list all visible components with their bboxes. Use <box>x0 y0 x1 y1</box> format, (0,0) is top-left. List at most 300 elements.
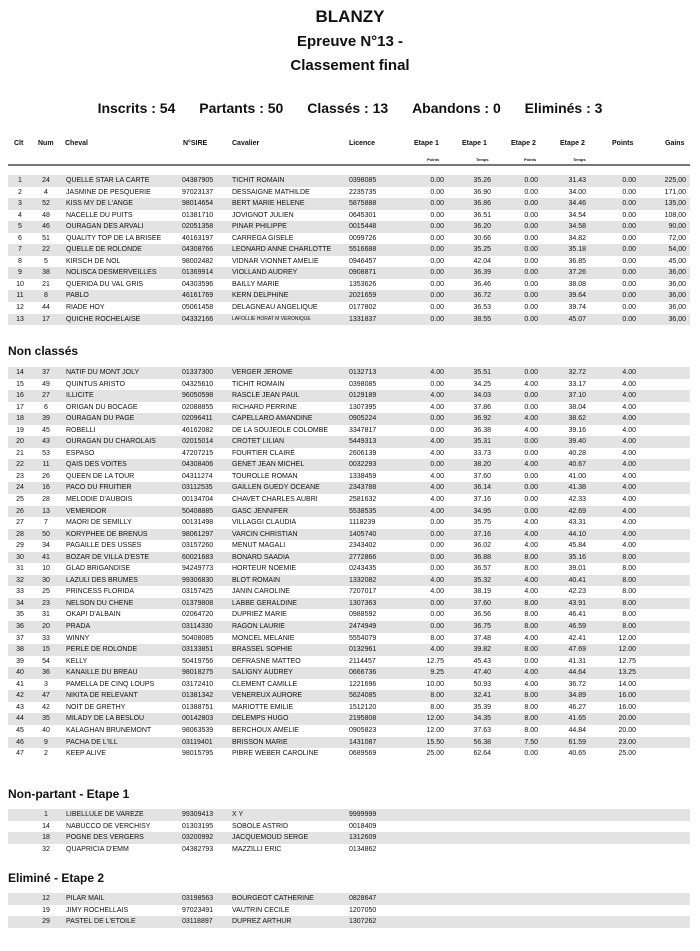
cell-cheval: BOZAR DE VILLA D'ESTE <box>66 553 150 561</box>
cell-clt: 14 <box>16 369 24 376</box>
cell-etape1-points: 4.00 <box>430 369 444 376</box>
table-row <box>8 529 690 541</box>
cell-etape2-points: 0.00 <box>524 315 538 323</box>
cell-etape2-points: 0.00 <box>524 177 538 184</box>
cell-etape1-temps: 62.64 <box>473 750 491 758</box>
cell-etape2-temps: 42.23 <box>568 588 586 596</box>
cell-num: 36 <box>42 669 50 677</box>
cell-etape2-temps: 45.07 <box>568 315 586 323</box>
cell-etape2-points: 0.00 <box>524 257 538 265</box>
cell-etape1-points: 0.00 <box>430 177 444 184</box>
cell-sire: 04308406 <box>182 461 214 469</box>
table-row <box>8 552 690 564</box>
cell-etape1-points: 0.00 <box>430 599 444 607</box>
cell-num: 51 <box>42 234 50 242</box>
classement-subtitle: Classement final <box>290 57 410 74</box>
table-row <box>8 471 690 483</box>
cell-etape1-temps: 35.75 <box>473 519 491 527</box>
cell-etape2-temps: 34.58 <box>568 223 586 231</box>
cell-num: 23 <box>42 599 50 607</box>
cell-gains: 36,00 <box>668 304 686 312</box>
cell-etape2-temps: 45.84 <box>568 542 586 550</box>
cell-sire: 00134704 <box>182 496 214 504</box>
table-row <box>8 832 690 844</box>
cell-points: 8.00 <box>622 611 636 619</box>
cell-cheval: PAGAILLE DES USSES <box>66 542 142 550</box>
cell-points: 0.00 <box>622 292 636 300</box>
cell-sire: 50408085 <box>182 634 214 642</box>
cell-cheval: VEMERDOR <box>66 507 107 515</box>
cell-points: 25.00 <box>618 750 636 758</box>
cell-licence: 0398085 <box>349 177 377 184</box>
cell-sire: 02088855 <box>182 403 214 411</box>
cell-points: 4.00 <box>622 530 636 538</box>
cell-etape1-points: 0.00 <box>430 211 444 219</box>
cell-etape2-points: 8.00 <box>524 623 538 631</box>
cell-etape2-temps: 38.04 <box>568 403 586 411</box>
sub-etape1-points: Points <box>427 157 440 162</box>
cell-cavalier: CAPELLARO AMANDINE <box>232 415 313 423</box>
cell-points: 0.00 <box>622 234 636 242</box>
cell-sire: 46163197 <box>182 234 214 242</box>
cell-cavalier: MENUT MAGALI <box>232 542 286 550</box>
cell-etape2-temps: 41.00 <box>568 472 586 480</box>
cell-clt: 30 <box>16 553 24 561</box>
cell-cheval: ESPASO <box>66 449 95 457</box>
cell-points: 0.00 <box>622 315 636 323</box>
cell-cheval: ROBELLI <box>66 426 96 434</box>
cell-etape1-temps: 36.02 <box>473 542 491 550</box>
cell-etape2-points: 4.00 <box>524 669 538 677</box>
cell-etape1-temps: 35.31 <box>473 438 491 446</box>
cell-cheval: NACELLE DU PUITS <box>66 211 133 219</box>
cell-etape2-points: 4.00 <box>524 576 538 584</box>
cell-sire: 99309413 <box>182 811 214 818</box>
cell-sire: 04311274 <box>182 472 213 480</box>
cell-etape1-points: 25.00 <box>426 750 444 758</box>
cell-etape2-points: 4.00 <box>524 519 538 527</box>
cell-licence: 1353626 <box>349 280 377 288</box>
cell-etape2-points: 0.00 <box>524 403 538 411</box>
cell-cheval: ILLICITE <box>66 392 94 400</box>
cell-etape1-points: 0.00 <box>430 257 444 265</box>
cell-cavalier: MONCEL MELANIE <box>232 634 295 642</box>
cell-num: 30 <box>42 576 50 584</box>
cell-points: 0.00 <box>622 280 636 288</box>
non-partant-table <box>8 809 690 855</box>
cell-gains: 36,00 <box>668 292 686 300</box>
cell-etape2-points: 0.00 <box>524 234 538 242</box>
cell-cheval: KISS MY DE L'ANGE <box>66 200 133 208</box>
cell-points: 4.00 <box>622 380 636 388</box>
cell-clt: 13 <box>16 315 24 323</box>
cell-cavalier: GAILLEN GUEDY OCEANE <box>232 484 320 492</box>
cell-etape2-temps: 31.43 <box>568 177 586 184</box>
cell-etape1-points: 0.00 <box>430 315 444 323</box>
cell-etape1-points: 4.00 <box>430 438 444 446</box>
cell-cheval: ORIGAN DU BOCAGE <box>66 403 138 411</box>
cell-licence: 5624085 <box>349 692 377 700</box>
cell-etape1-points: 0.00 <box>430 223 444 231</box>
cell-cheval: KELLY <box>66 657 88 665</box>
cell-etape1-points: 4.00 <box>430 576 444 584</box>
sub-etape2-points: Points <box>524 157 537 162</box>
cell-etape1-temps: 35.32 <box>473 576 491 584</box>
cell-etape1-temps: 36.38 <box>473 426 491 434</box>
cell-etape2-points: 8.00 <box>524 646 538 654</box>
cell-num: 25 <box>42 588 50 596</box>
cell-sire: 04308766 <box>182 246 214 254</box>
cell-etape2-points: 0.00 <box>524 223 538 231</box>
cell-etape1-temps: 36.56 <box>473 611 491 619</box>
cell-points: 16.00 <box>618 692 636 700</box>
cell-num: 41 <box>42 553 50 561</box>
cell-licence: 2343788 <box>349 484 377 492</box>
table-row <box>8 256 690 268</box>
cell-num: 39 <box>42 415 50 423</box>
cell-num: 29 <box>42 918 50 926</box>
cell-licence: 1431087 <box>349 738 377 746</box>
table-row <box>8 367 690 379</box>
cell-cheval: RIADE HOY <box>66 304 105 312</box>
cell-cavalier: JANIN CAROLINE <box>232 588 290 596</box>
cell-points: 0.00 <box>622 304 636 312</box>
cell-cheval: MELODIE D'AUBOIS <box>66 496 133 504</box>
col-num: Num <box>38 140 54 147</box>
cell-clt: 46 <box>16 738 24 746</box>
cell-clt: 7 <box>18 246 22 254</box>
cell-points: 13.25 <box>618 669 636 677</box>
cell-points: 4.00 <box>622 438 636 446</box>
cell-sire: 01369914 <box>182 269 214 277</box>
cell-etape1-temps: 37.16 <box>473 496 491 504</box>
table-row <box>8 459 690 471</box>
cell-num: 15 <box>42 646 50 654</box>
table-row <box>8 187 690 199</box>
table-row <box>8 563 690 575</box>
col-points: Points <box>612 140 634 147</box>
cell-num: 31 <box>42 611 50 619</box>
cell-licence: 2581632 <box>349 496 377 504</box>
cell-etape2-points: 4.00 <box>524 426 538 434</box>
cell-licence: 1207050 <box>349 906 377 914</box>
cell-cavalier: VARCIN CHRISTIAN <box>232 530 298 538</box>
cell-licence: 0018409 <box>349 822 377 830</box>
cell-clt: 42 <box>16 692 24 700</box>
cell-clt: 8 <box>18 257 22 265</box>
cell-licence: 5449313 <box>349 438 377 446</box>
cell-licence: 0099726 <box>349 234 377 242</box>
cell-cavalier: GENET JEAN MICHEL <box>232 461 305 469</box>
cell-etape1-temps: 37.60 <box>473 599 491 607</box>
cell-num: 35 <box>42 715 50 723</box>
table-row <box>8 809 690 821</box>
cell-cheval: QAIS DES VOITES <box>66 461 127 469</box>
table-row <box>8 713 690 725</box>
cell-etape2-temps: 35.16 <box>568 553 586 561</box>
cell-cheval: PRADA <box>66 623 91 631</box>
cell-cavalier: DE LA SOUJEOLE COLOMBE <box>232 426 329 434</box>
table-row <box>8 586 690 598</box>
cell-num: 21 <box>42 280 50 288</box>
cell-clt: 40 <box>16 669 24 677</box>
cell-licence: 0132713 <box>349 369 377 376</box>
cell-clt: 3 <box>18 200 22 208</box>
cell-cavalier: SOBOLE ASTRID <box>232 822 289 830</box>
classes-table <box>8 175 690 325</box>
cell-cavalier: JACQUEMOUD SERGE <box>232 834 309 842</box>
cell-licence: 5554079 <box>349 634 377 642</box>
cell-cheval: NOIT DE GRETHY <box>66 703 126 711</box>
cell-points: 12.00 <box>618 634 636 642</box>
cell-gains: 36,00 <box>668 280 686 288</box>
cell-etape1-points: 0.00 <box>430 269 444 277</box>
cell-cheval: OURAGAN DU CHAROLAIS <box>66 438 156 446</box>
cell-cheval: KANAILLE DU BREAU <box>66 669 138 677</box>
cell-num: 13 <box>42 507 50 515</box>
cell-etape1-temps: 37.60 <box>473 472 491 480</box>
cell-licence: 2343402 <box>349 542 377 550</box>
cell-points: 0.00 <box>622 269 636 277</box>
cell-etape1-temps: 35.39 <box>473 703 491 711</box>
cell-cheval: QUEEN DE LA TOUR <box>66 472 135 480</box>
cell-licence: 1331837 <box>349 315 377 323</box>
cell-etape1-temps: 35.51 <box>473 369 491 376</box>
cell-clt: 21 <box>16 449 24 457</box>
cell-etape1-points: 0.00 <box>430 553 444 561</box>
cell-etape1-temps: 36.72 <box>473 292 491 300</box>
table-row <box>8 302 690 314</box>
cell-etape2-temps: 39.40 <box>568 438 586 446</box>
cell-cavalier: JOVIGNOT JULIEN <box>232 211 294 219</box>
cell-points: 0.00 <box>622 188 636 196</box>
cell-cheval: NATIF DU MONT JOLY <box>66 369 140 376</box>
cell-num: 12 <box>42 895 50 902</box>
cell-etape1-temps: 45.43 <box>473 657 491 665</box>
cell-etape2-temps: 36.85 <box>568 257 586 265</box>
cell-etape1-points: 0.00 <box>430 292 444 300</box>
cell-etape2-points: 0.00 <box>524 750 538 758</box>
cell-cheval: PAMELLA DE CINQ LOUPS <box>66 680 155 688</box>
cell-sire: 01388751 <box>182 703 214 711</box>
cell-etape1-temps: 36.39 <box>473 269 491 277</box>
cell-etape2-points: 7.50 <box>524 738 538 746</box>
cell-points: 20.00 <box>618 715 636 723</box>
cell-gains: 108,00 <box>664 211 686 219</box>
cell-etape2-points: 0.00 <box>524 280 538 288</box>
cell-licence: 0177802 <box>349 304 377 312</box>
cell-num: 28 <box>42 496 50 504</box>
cell-etape2-temps: 43.31 <box>568 519 586 527</box>
cell-cheval: GLAD BRIGANDISE <box>66 565 131 573</box>
cell-cavalier: BERT MARIE HELENE <box>232 200 305 208</box>
cell-etape2-temps: 35.18 <box>568 246 586 254</box>
cell-etape1-temps: 37.86 <box>473 403 491 411</box>
table-row <box>8 390 690 402</box>
cell-etape2-temps: 46.41 <box>568 611 586 619</box>
cell-cavalier: DEFRASNE MATTEO <box>232 657 301 665</box>
cell-etape1-temps: 36.75 <box>473 623 491 631</box>
cell-licence: 1118239 <box>349 519 376 527</box>
cell-cheval: PACO DU FRUITIER <box>66 484 132 492</box>
cell-etape1-points: 0.00 <box>430 461 444 469</box>
cell-cavalier: BAILLY MARIE <box>232 280 280 288</box>
cell-sire: 97023491 <box>182 906 214 914</box>
cell-etape2-points: 0.00 <box>524 200 538 208</box>
table-row <box>8 725 690 737</box>
cell-licence: 1307262 <box>349 918 377 926</box>
cell-etape2-temps: 46.59 <box>568 623 586 631</box>
cell-etape1-temps: 36.51 <box>473 211 491 219</box>
cell-etape1-points: 0.00 <box>430 542 444 550</box>
cell-clt: 9 <box>18 269 22 277</box>
cell-licence: 2772866 <box>349 553 377 561</box>
cell-sire: 01379808 <box>182 599 214 607</box>
cell-etape1-points: 9.25 <box>430 669 444 677</box>
cell-num: 14 <box>42 822 50 830</box>
cell-sire: 03157260 <box>182 542 214 550</box>
cell-etape2-points: 0.00 <box>524 507 538 515</box>
cell-points: 8.00 <box>622 588 636 596</box>
table-row <box>8 425 690 437</box>
cell-clt: 24 <box>16 484 24 492</box>
cell-num: 48 <box>42 211 50 219</box>
cell-num: 37 <box>42 369 50 376</box>
table-row <box>8 575 690 587</box>
cell-points: 0.00 <box>622 257 636 265</box>
cell-licence: 2195808 <box>349 715 377 723</box>
cell-cheval: JASMINE DE PESQUERIE <box>66 188 151 196</box>
cell-clt: 38 <box>16 646 24 654</box>
cell-licence: 2114457 <box>349 657 376 665</box>
cell-etape1-points: 12.00 <box>426 715 444 723</box>
cell-etape1-temps: 34.95 <box>473 507 491 515</box>
cell-etape2-temps: 41.38 <box>568 484 586 492</box>
cell-points: 4.00 <box>622 472 636 480</box>
cell-clt: 45 <box>16 726 24 734</box>
cell-etape1-points: 8.00 <box>430 692 444 700</box>
cell-cheval: PASTEL DE L'ETOILE <box>66 918 136 926</box>
cell-etape1-points: 4.00 <box>430 484 444 492</box>
cell-sire: 60021683 <box>182 553 214 561</box>
cell-cavalier: VERGER JEROME <box>232 369 293 376</box>
cell-etape2-temps: 34.89 <box>568 692 586 700</box>
elimine-table <box>8 893 690 928</box>
cell-etape2-temps: 41.65 <box>568 715 586 723</box>
cell-licence: 1307363 <box>349 599 377 607</box>
cell-clt: 1 <box>18 177 22 184</box>
stat-abandons: Abandons : 0 <box>412 100 501 116</box>
cell-etape2-temps: 34.54 <box>568 211 586 219</box>
stat-inscrits: Inscrits : 54 <box>97 100 176 116</box>
cell-cavalier: VAUTRIN CECILE <box>232 906 290 914</box>
cell-num: 38 <box>42 269 50 277</box>
table-row <box>8 702 690 714</box>
cell-clt: 29 <box>16 542 24 550</box>
cell-cavalier: CARREGA GISELE <box>232 234 294 242</box>
cell-etape2-temps: 37.10 <box>568 392 586 400</box>
cell-etape1-points: 12.75 <box>426 657 444 665</box>
cell-licence: 5538535 <box>349 507 377 515</box>
table-row <box>8 436 690 448</box>
table-row <box>8 244 690 256</box>
cell-etape2-points: 8.00 <box>524 553 538 561</box>
cell-points: 4.00 <box>622 369 636 376</box>
cell-sire: 50408885 <box>182 507 214 515</box>
cell-etape2-temps: 44.84 <box>568 726 586 734</box>
cell-clt: 41 <box>16 680 24 688</box>
cell-etape1-points: 4.00 <box>430 496 444 504</box>
cell-cavalier: TICHIT ROMAIN <box>232 177 285 184</box>
cell-num: 47 <box>42 692 50 700</box>
cell-cheval: PACHA DE L'ILL <box>66 738 118 746</box>
cell-num: 16 <box>42 484 50 492</box>
cell-etape2-points: 0.00 <box>524 472 538 480</box>
col-licence: Licence <box>349 140 376 147</box>
cell-etape2-temps: 40.65 <box>568 750 586 758</box>
cell-etape1-temps: 35.25 <box>473 246 491 254</box>
table-row <box>8 821 690 833</box>
header-divider <box>8 164 690 166</box>
cell-etape2-temps: 34.82 <box>568 234 586 242</box>
cell-num: 22 <box>42 246 50 254</box>
cell-sire: 99306830 <box>182 576 214 584</box>
cell-licence: 1307395 <box>349 403 377 411</box>
event-title: BLANZY <box>315 7 385 26</box>
cell-cavalier: KERN DELPHINE <box>232 292 289 300</box>
cell-cavalier: TICHIT ROMAIN <box>232 380 285 388</box>
cell-points: 0.00 <box>622 223 636 231</box>
stats-summary <box>0 100 700 116</box>
cell-etape1-temps: 35.26 <box>473 177 491 184</box>
cell-points: 4.00 <box>622 403 636 411</box>
cell-sire: 03198563 <box>182 895 214 902</box>
cell-licence: 1512120 <box>349 703 377 711</box>
cell-num: 52 <box>42 200 50 208</box>
cell-cheval: LIBELLULE DE VAREZE <box>66 811 144 818</box>
cell-licence: 0988592 <box>349 611 377 619</box>
cell-points: 0.00 <box>622 177 636 184</box>
cell-clt: 2 <box>18 188 22 196</box>
cell-sire: 04303596 <box>182 280 214 288</box>
cell-etape2-temps: 44.10 <box>568 530 586 538</box>
col-gains: Gains <box>665 140 685 147</box>
table-row <box>8 916 690 928</box>
table-row <box>8 198 690 210</box>
cell-etape2-points: 0.00 <box>524 657 538 665</box>
cell-sire: 03200992 <box>182 834 214 842</box>
cell-sire: 02051358 <box>182 223 214 231</box>
cell-etape2-temps: 40.28 <box>568 449 586 457</box>
cell-sire: 98014654 <box>182 200 214 208</box>
cell-sire: 02096411 <box>182 415 213 423</box>
table-row <box>8 517 690 529</box>
cell-etape2-points: 0.00 <box>524 188 538 196</box>
cell-gains: 36,00 <box>668 269 686 277</box>
cell-sire: 02015014 <box>182 438 214 446</box>
cell-etape2-temps: 32.72 <box>568 369 586 376</box>
cell-clt: 22 <box>16 461 24 469</box>
cell-cavalier: VIOLLAND AUDREY <box>232 269 298 277</box>
cell-etape2-temps: 38.08 <box>568 280 586 288</box>
cell-etape1-points: 0.00 <box>430 426 444 434</box>
cell-etape1-points: 4.00 <box>430 507 444 515</box>
cell-etape2-temps: 39.16 <box>568 426 586 434</box>
cell-sire: 04382793 <box>182 845 214 853</box>
col-etape2-temps: Etape 2 <box>560 140 585 147</box>
sub-etape2-temps: Temps <box>573 157 586 162</box>
cell-clt: 23 <box>16 472 24 480</box>
